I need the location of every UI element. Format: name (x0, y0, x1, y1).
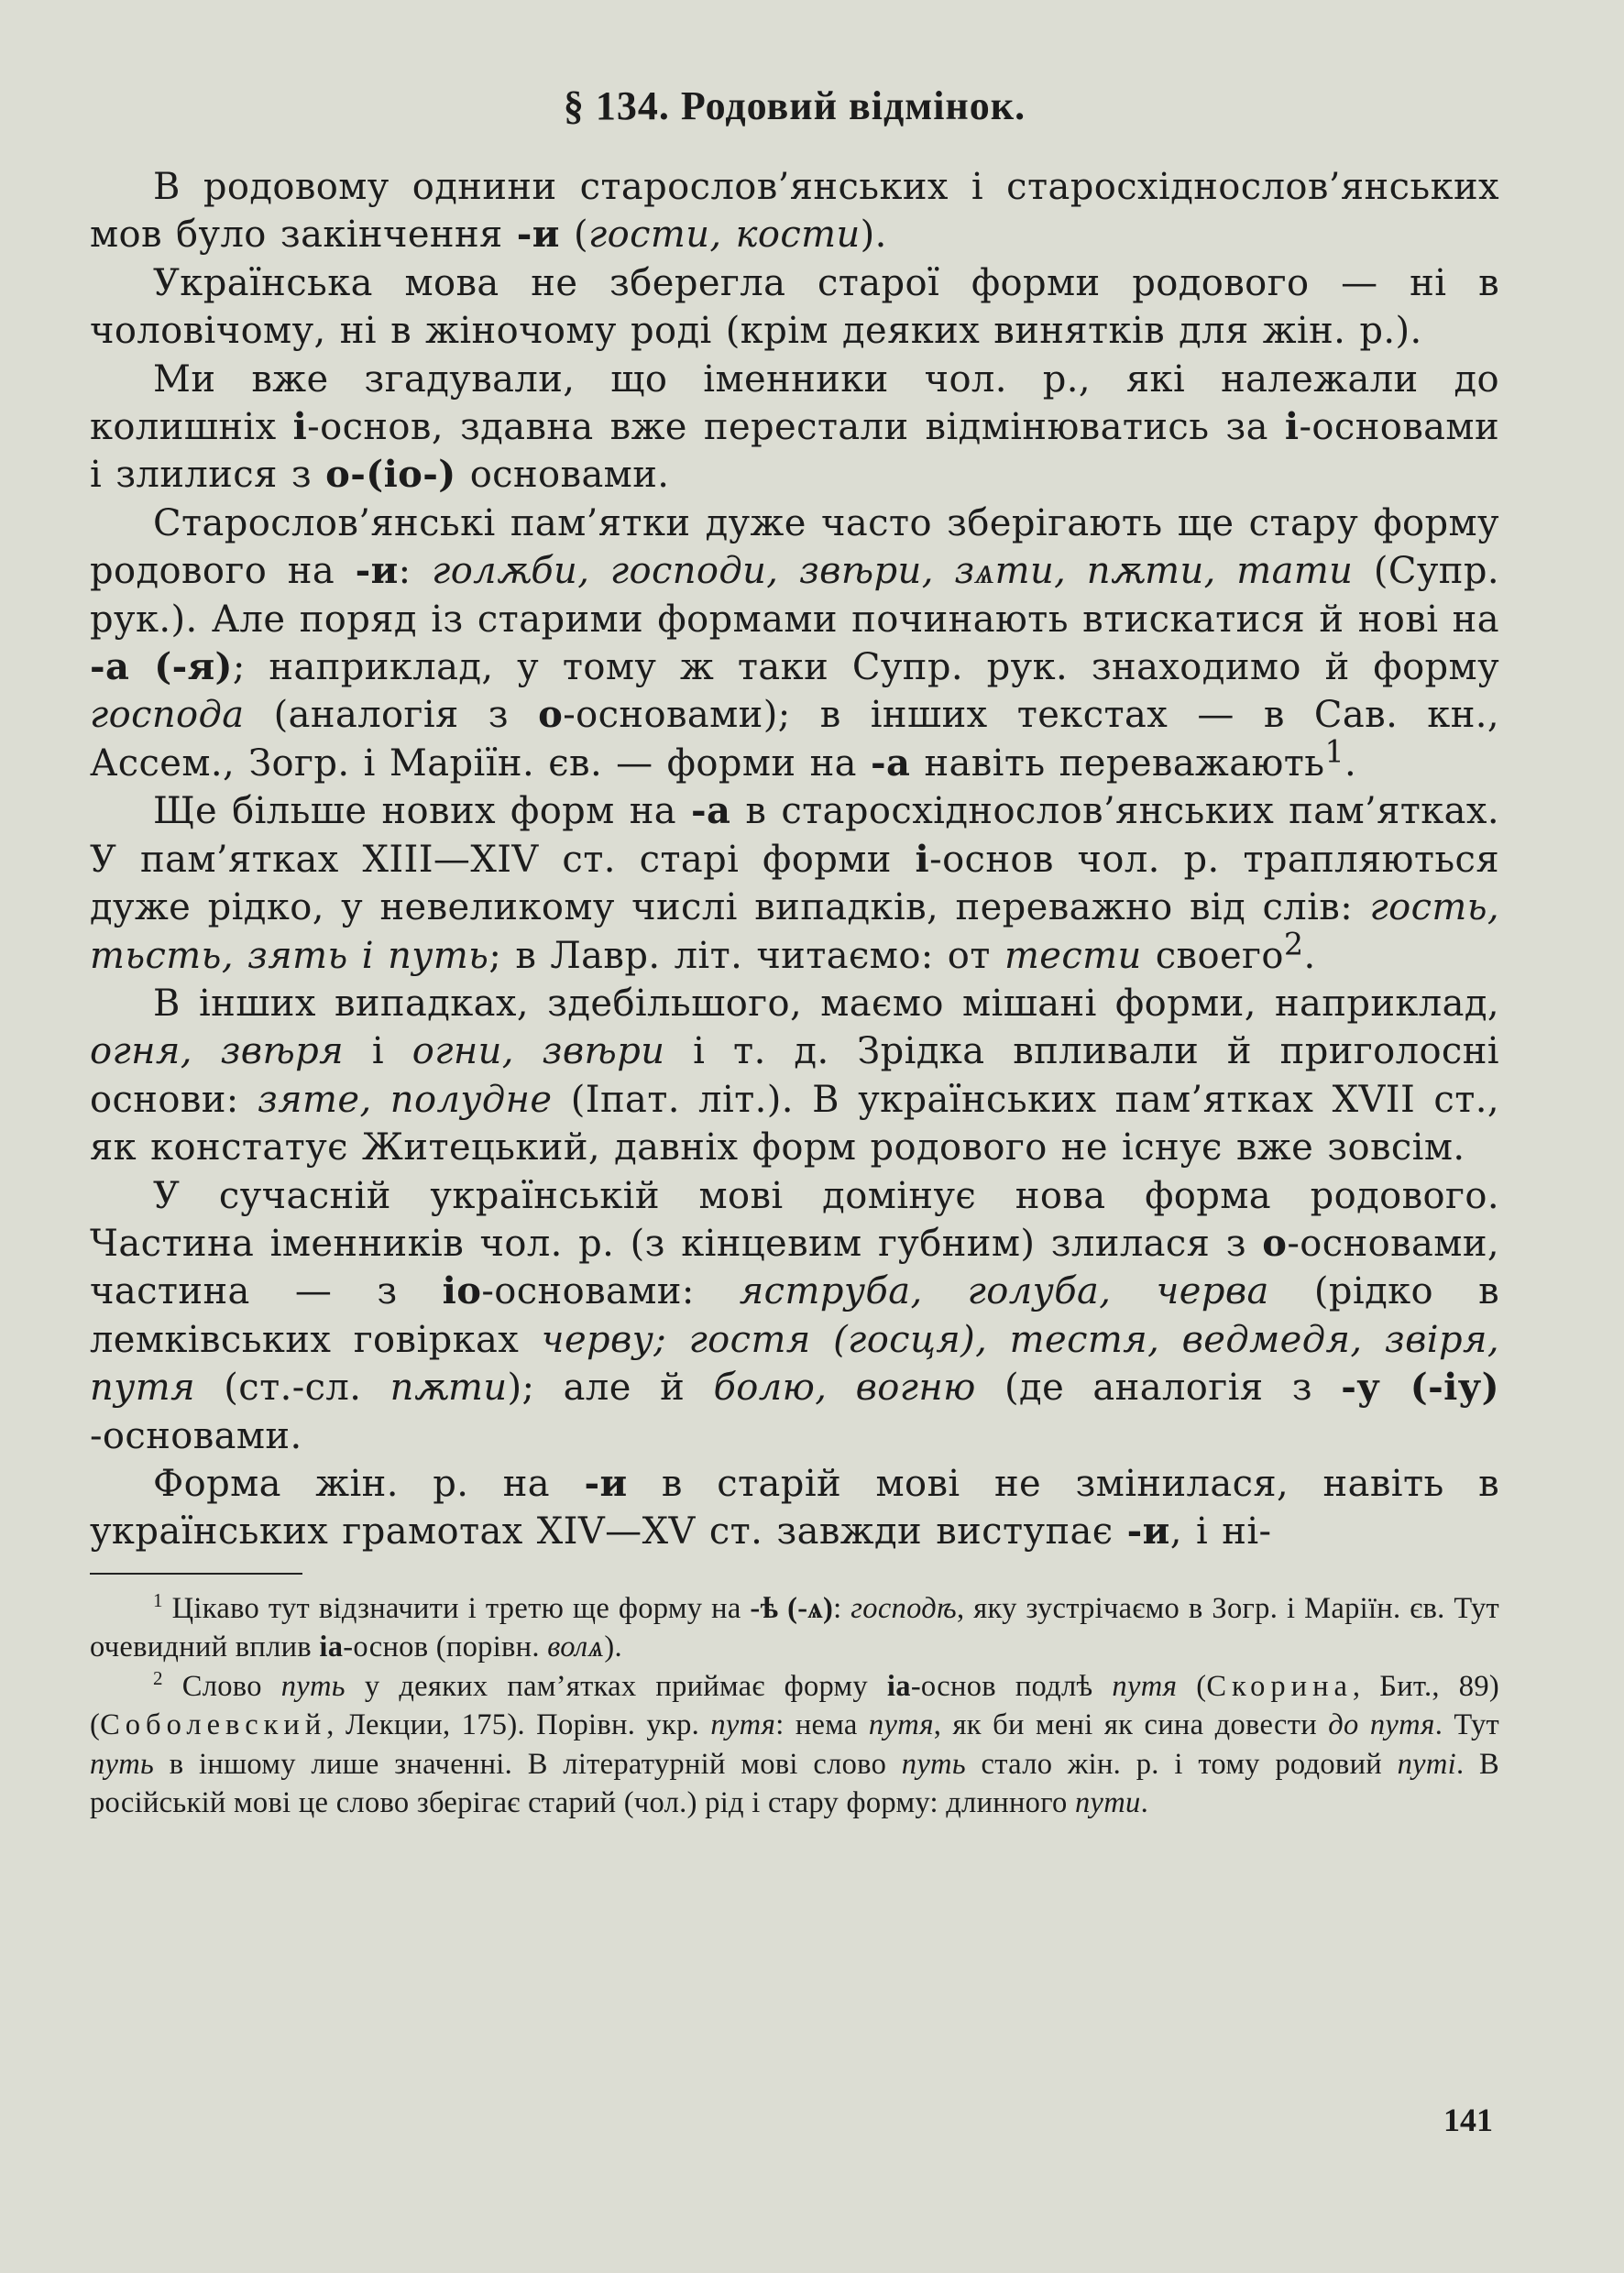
text-run: путь (280, 1669, 346, 1703)
text-run: до путя (1328, 1708, 1435, 1742)
text-run: путь (901, 1747, 966, 1781)
text-run: ). (860, 214, 887, 257)
text-run: Старослов’янські пам’ятки дуже часто зберігають ще стару форму родового на (90, 501, 1499, 593)
text-run: путь (90, 1747, 155, 1781)
text-run: Ще більше нових форм на (153, 790, 692, 833)
footnote-ref: 2 (153, 1666, 163, 1689)
text-run: -основами, частина — з (90, 1222, 1499, 1313)
text-run: яструба, голуба, черва (739, 1270, 1269, 1313)
text-run: (Супр. рук.). Але поряд із старими формами починають втискатися й нові на (90, 550, 1499, 641)
text-run: і т. д. Зрідка впливали й приголосні основи: (90, 1030, 1499, 1121)
text-run: і (1284, 405, 1300, 449)
text-run: гости, кости (587, 214, 861, 257)
paragraph (90, 787, 1499, 980)
footnotes (90, 1589, 1499, 1823)
paragraph (90, 1460, 1499, 1556)
text-run: ); але й (507, 1367, 714, 1410)
text-run: Ми вже згадували, що іменники чол. р., які належали до колишніх (90, 357, 1499, 449)
text-run: -и (516, 213, 560, 257)
text-run: тести (1004, 934, 1142, 977)
text-run: огня, звѣря (90, 1030, 345, 1073)
text-run: -и (584, 1461, 628, 1505)
text-run: огни, звѣри (411, 1030, 665, 1073)
text-run: У сучасній українській мові домінує нова форма родового. Частина іменників чол. р. (з кінцевим губним) злилася з (90, 1174, 1499, 1265)
text-run: -и (355, 549, 399, 593)
text-run: -ѣ (-ѧ) (750, 1591, 834, 1625)
text-run: В родовому однини старослов’янських і старосхіднослов’янських мов було закінчення (90, 166, 1499, 257)
footnote-ref: 1 (153, 1588, 163, 1611)
text-run: і (344, 1030, 412, 1073)
paragraph (90, 259, 1499, 356)
main-text (90, 163, 1499, 1556)
paragraph (90, 1172, 1499, 1460)
paragraph (90, 356, 1499, 500)
text-run: -а (871, 741, 911, 785)
text-run: , і ні- (1169, 1510, 1272, 1554)
text-run: (де аналогія з (975, 1367, 1342, 1410)
text-run: . (1344, 741, 1357, 785)
text-run: в старосхіднослов’янських пам’ятках. У пам’ятках XIII—XIV ст. старі форми (90, 790, 1499, 881)
text-run: ( (559, 214, 588, 257)
paragraph (90, 980, 1499, 1172)
text-run: . В російській мові це слово зберігає старий (чол.) рід і стару форму: длинного (90, 1747, 1500, 1820)
text-run: . (1303, 934, 1316, 977)
text-run: о (538, 693, 564, 737)
text-run: Українська мова не зберегла старої форми родового — ні в чоловічому, ні в жіночому роді (крім деяких винятків для жін. р.). (90, 261, 1499, 353)
text-run: пѫти (390, 1367, 508, 1410)
text-run: зяте, полудне (257, 1078, 553, 1121)
text-run: -основ (порівн. (343, 1631, 548, 1664)
text-run: -а (691, 789, 731, 833)
text-run: гость, тьсть, зять і путь (90, 886, 1499, 977)
text-run: Цікаво тут відзначити і третю ще форму на (162, 1591, 751, 1625)
paragraph (90, 500, 1499, 787)
text-run: у деяких пам’ятках приймає форму (345, 1669, 887, 1703)
text-run: путя (1112, 1669, 1178, 1703)
text-run: і (915, 837, 930, 881)
text-run: : (398, 550, 433, 593)
text-run: черву; гостя (госця), тестя, ведмедя, звіря, путя (90, 1318, 1499, 1410)
text-run: В інших випадках, здебільшого, маємо мішані форми, наприклад, (153, 982, 1499, 1025)
text-run: . (1140, 1786, 1149, 1820)
footnote (90, 1589, 1499, 1667)
text-run: -основами: (481, 1270, 740, 1313)
text-run: іа (319, 1631, 344, 1664)
text-run: : нема (775, 1708, 869, 1742)
text-run: ; наприклад, у тому ж таки Супр. рук. знаходимо й форму (232, 646, 1499, 689)
text-run: в іншому лише значенні. В літературній мові слово (154, 1747, 902, 1781)
text-run: (Іпат. літ.). В українських пам’ятках XVII ст., як констатує Житецький, давніх форм родового не існує вже зовсім. (90, 1078, 1499, 1169)
text-run: -основами); в інших текстах — в Сав. кн., Ассем., Зогр. і Маріїн. єв. — форми на (90, 694, 1499, 785)
text-run: і (292, 405, 308, 449)
text-run: іа (886, 1669, 911, 1703)
text-run: о-(іо-) (325, 453, 456, 497)
text-run: , яку зустрічаємо в Зогр. і Маріїн. єв. Тут очевидний вплив (90, 1591, 1500, 1664)
page-content (90, 81, 1499, 1823)
text-run: -основами. (90, 1414, 302, 1457)
text-run: болю, вогню (713, 1367, 976, 1410)
text-run: пути (1075, 1786, 1141, 1820)
text-run: (рідко в лемківських говірках (90, 1270, 1499, 1361)
section-heading: § 134. Родовий відмінок. (563, 83, 1026, 128)
text-run: голѫби, господи, звѣри, зѧти, пѫти, тати (432, 550, 1354, 593)
text-run: в старій мові не змінилася, навіть в українських грамотах XIV—XV ст. завжди виступає (90, 1462, 1499, 1554)
text-run: путі (1397, 1747, 1456, 1781)
footnote (90, 1667, 1499, 1823)
text-run: господа (90, 694, 245, 737)
text-run: ( (1177, 1669, 1207, 1703)
text-run: -у (-іу) (1341, 1366, 1500, 1410)
paragraph (90, 163, 1499, 259)
text-run: навіть переважають (910, 741, 1325, 785)
text-run: (ст.-сл. (194, 1367, 390, 1410)
text-run: -и (1126, 1510, 1170, 1554)
footnote-ref: 2 (1283, 926, 1304, 962)
text-run: Скорина (1206, 1669, 1353, 1703)
text-run: своего (1141, 934, 1284, 977)
text-run: , Бит., 89) ( (90, 1669, 1499, 1742)
text-run: , як би мені як сина довести (933, 1708, 1329, 1742)
text-run: (аналогія з (244, 694, 539, 737)
text-run: , Лекции, 175). Порівн. укр. (326, 1708, 711, 1742)
text-run: ). (604, 1631, 622, 1664)
text-run: путя (868, 1708, 934, 1742)
text-run: іо (442, 1269, 482, 1313)
text-run: -основ, здавна вже перестали відмінюватись за (307, 406, 1285, 449)
page-number: 141 (1443, 2102, 1493, 2138)
text-run: ; в Лавр. літ. читаємо: от (488, 934, 1004, 977)
text-run: о (1262, 1221, 1288, 1265)
text-run: Слово (162, 1669, 281, 1703)
text-run: -основ чол. р. трапляються дуже рідко, у невеликому числі випадків, переважно від слів: (90, 838, 1499, 929)
text-run: Соболевский (100, 1708, 327, 1742)
text-run: волѧ (547, 1631, 605, 1664)
text-run: путя (710, 1708, 776, 1742)
text-run: -основами і злилися з (90, 406, 1499, 497)
text-run: господѣ (850, 1591, 957, 1625)
text-run: . Тут (1434, 1708, 1499, 1742)
text-run: -основ подлѣ (910, 1669, 1113, 1703)
text-run: Форма жін. р. на (153, 1462, 585, 1505)
footnote-ref: 1 (1324, 733, 1345, 770)
footnote-rule (90, 1573, 302, 1575)
text-run: основами. (455, 454, 670, 497)
text-run: -а (-я) (90, 645, 233, 689)
text-run: стало жін. р. і тому родовий (965, 1747, 1398, 1781)
text-run: : (833, 1591, 851, 1625)
